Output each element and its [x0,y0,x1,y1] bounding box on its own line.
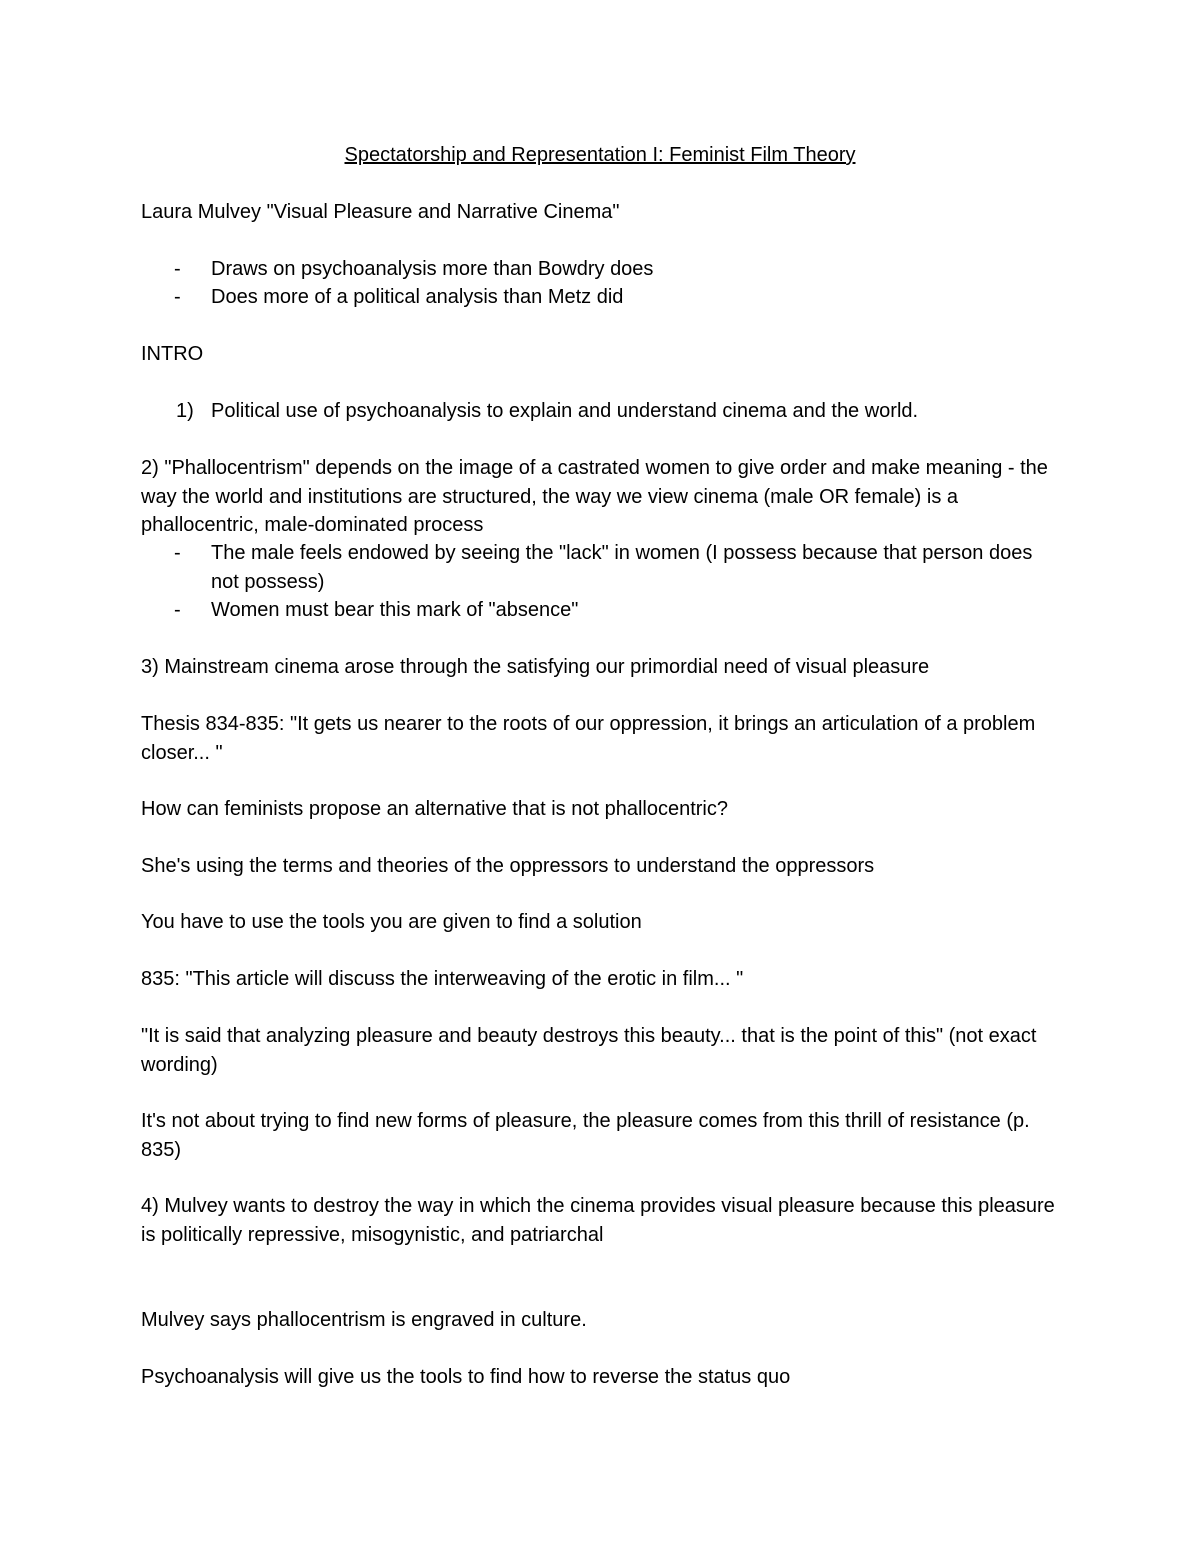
list-item [141,397,1061,426]
paragraph: 4) Mulvey wants to destroy the way in which the cinema provides visual pleasure because this pleasure is politically repressive, misogynistic, and patriarchal [141,1195,1055,1246]
paragraph: Thesis 834-835: "It gets us nearer to the roots of our oppression, it brings an articulation of a problem closer... " [141,713,1036,764]
paragraph: Mulvey says phallocentrism is engraved in culture. [141,1309,587,1331]
list-item [141,539,1061,596]
bullet-marker: - [174,542,181,564]
bullet-marker: - [174,258,181,280]
paragraph: "It is said that analyzing pleasure and beauty destroys this beauty... that is the point of this" (not exact wording) [141,1025,1037,1076]
paragraph: Psychoanalysis will give us the tools to find how to reverse the status quo [141,1366,791,1388]
list-item-text: Draws on psychoanalysis more than Bowdry does [211,258,654,280]
list-item-text: Women must bear this mark of "absence" [211,599,579,621]
bullet-marker: - [174,286,181,308]
bullet-marker: - [174,599,181,621]
number-marker: 1) [176,400,194,422]
list-item-text: Does more of a political analysis than Metz did [211,286,624,308]
paragraph: 2) "Phallocentrism" depends on the image of a castrated women to give order and make meaning - the way the world and institutions are structured, the way we view cinema (male OR female) is a phallocentric, male-dominated process [141,457,1048,536]
paragraph: She's using the terms and theories of the oppressors to understand the oppressors [141,855,875,877]
list-item-text: The male feels endowed by seeing the "lack" in women (I possess because that person does not possess) [211,542,1033,593]
reading-citation: Laura Mulvey "Visual Pleasure and Narrative Cinema" [141,201,620,223]
paragraph: You have to use the tools you are given to find a solution [141,911,642,933]
section-heading: INTRO [141,343,204,365]
paragraph: How can feminists propose an alternative that is not phallocentric? [141,798,728,820]
paragraph: It's not about trying to find new forms of pleasure, the pleasure comes from this thrill of resistance (p. 835) [141,1110,1030,1161]
list-item [141,283,1061,312]
list-item [141,596,1061,625]
paragraph: 3) Mainstream cinema arose through the satisfying our primordial need of visual pleasure [141,656,930,678]
list-item [141,255,1061,284]
page-title: Spectatorship and Representation I: Feminist Film Theory [344,144,856,166]
paragraph: 835: "This article will discuss the interweaving of the erotic in film... " [141,968,744,990]
list-item-text: Political use of psychoanalysis to explain and understand cinema and the world. [211,400,919,422]
